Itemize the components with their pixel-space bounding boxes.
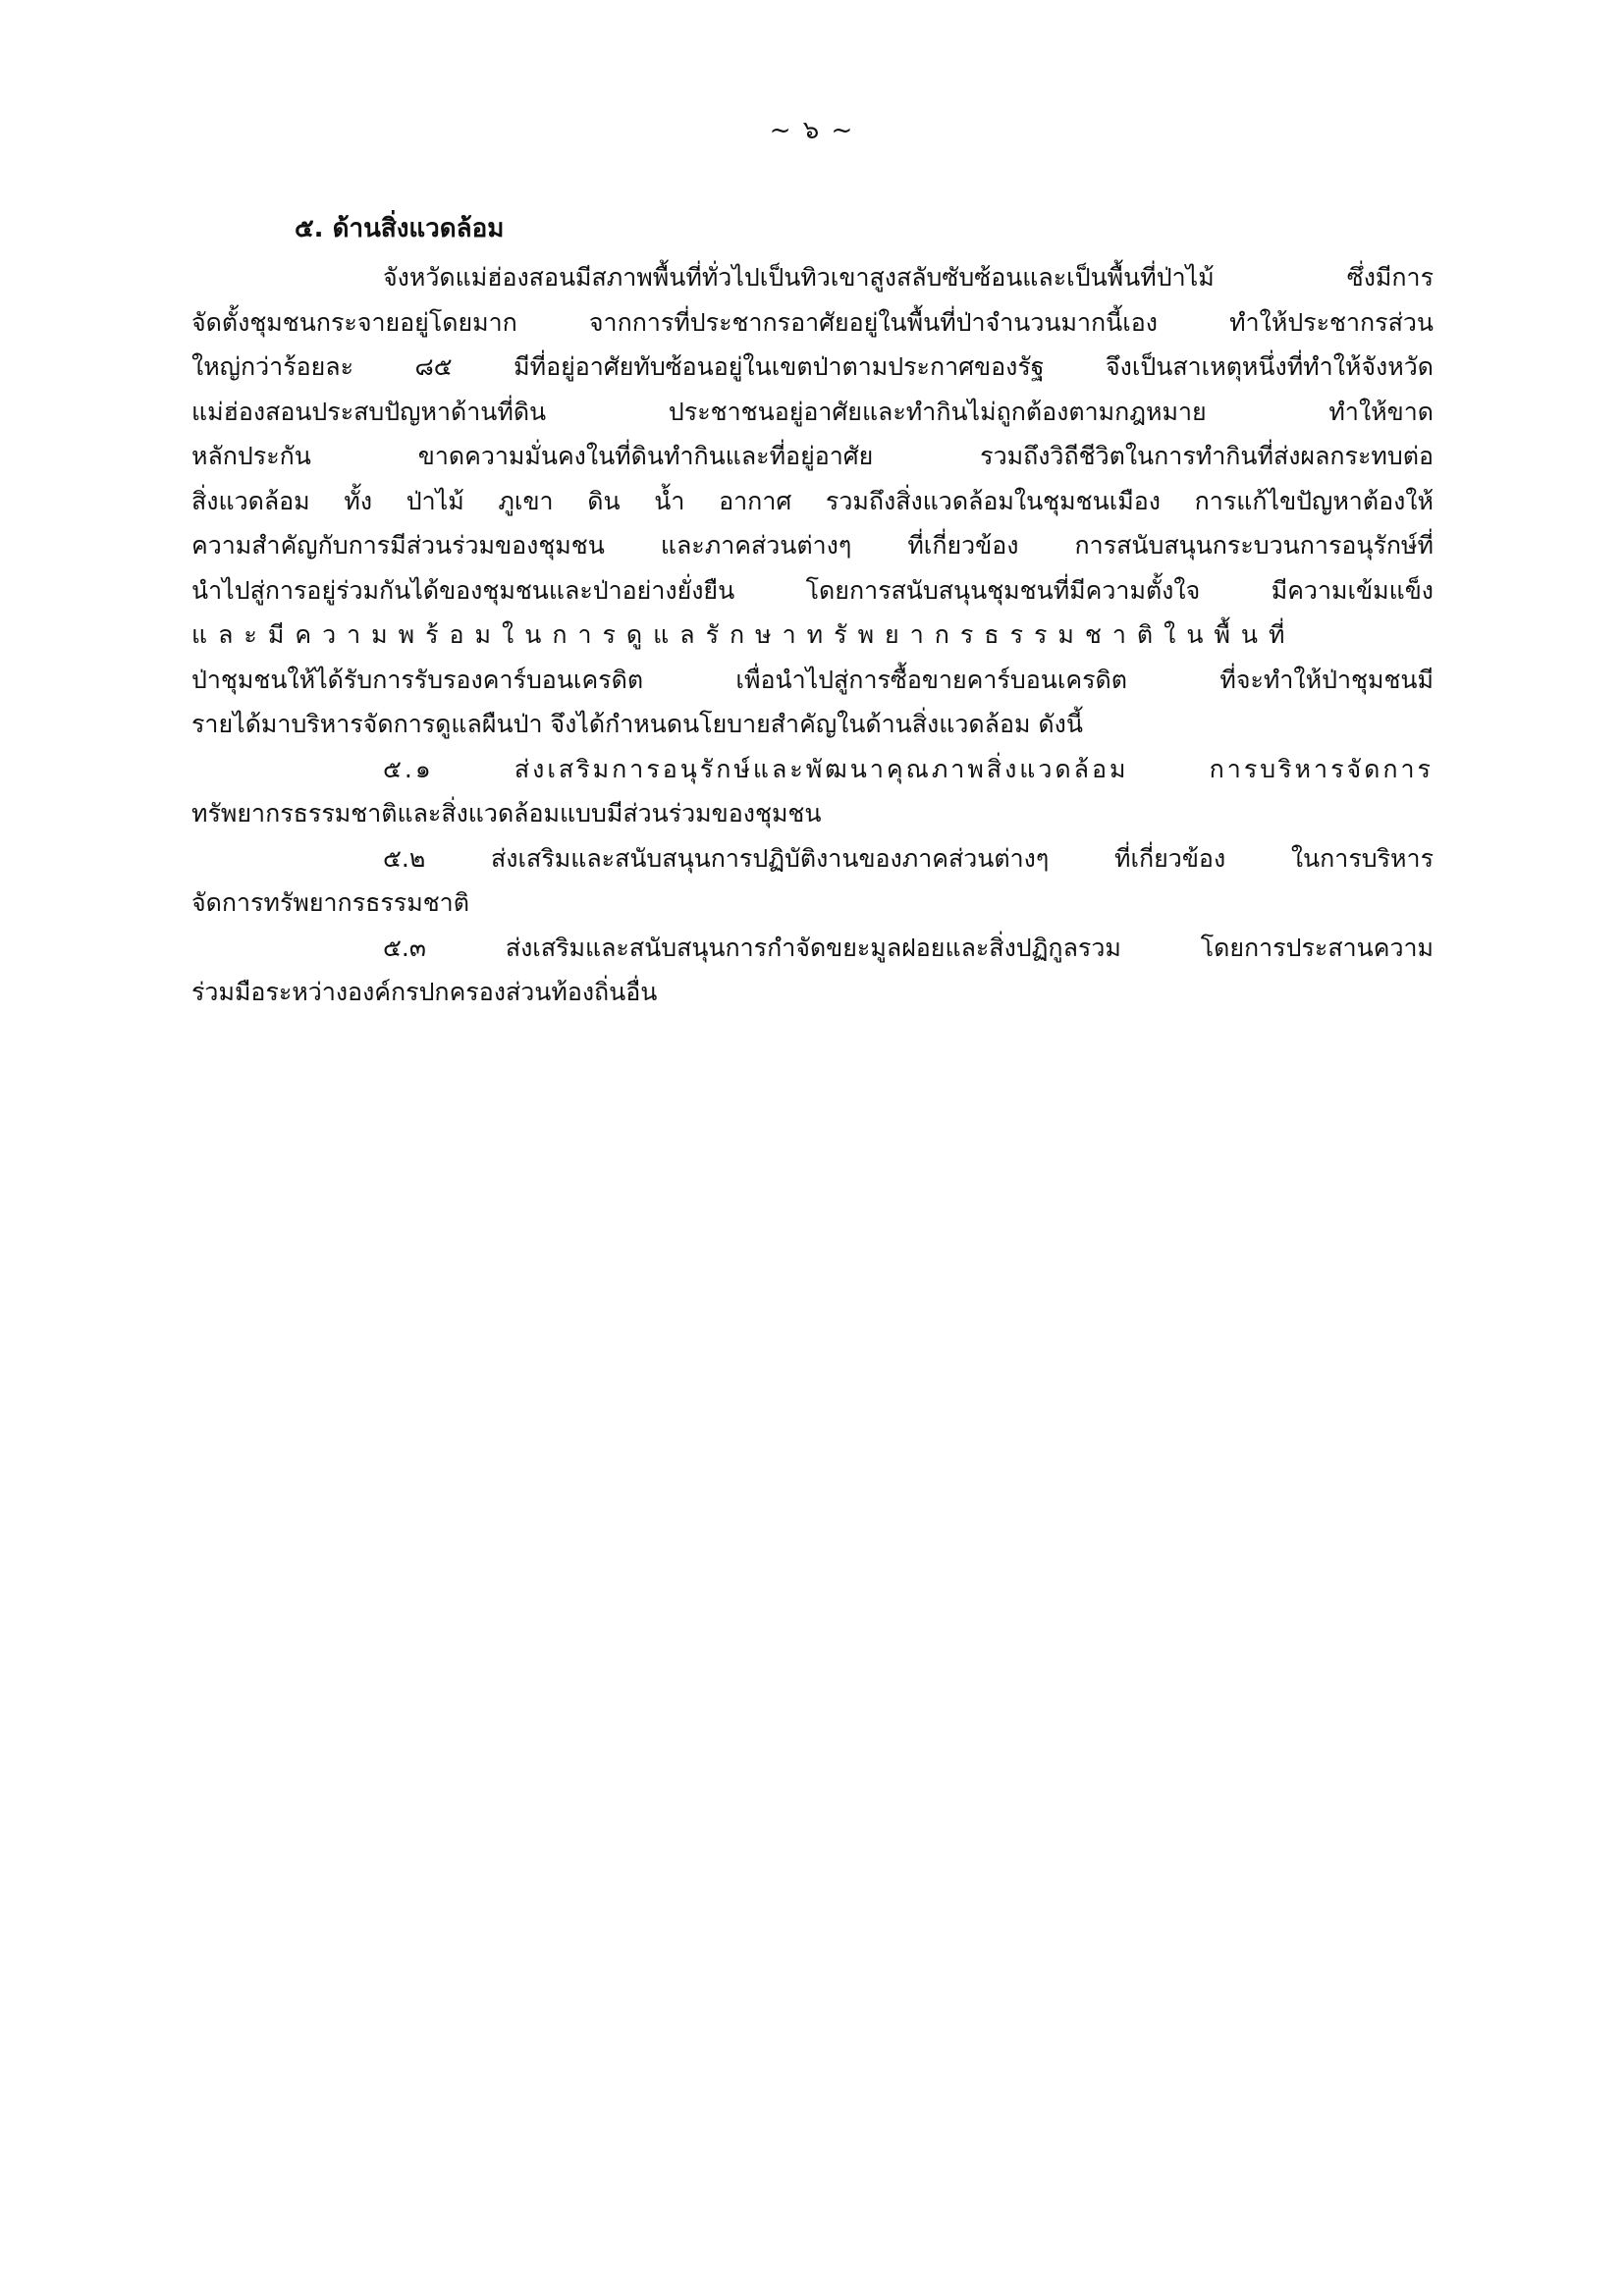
policy-item-line: ๕.๓ ส่งเสริมและสนับสนุนการกำจัดขยะมูลฝอยและสิ่งปฏิกูลรวม โดยการประสานความ: [383, 933, 1434, 962]
body-line: จัดตั้งชุมชนกระจายอยู่โดยมาก จากการที่ประชากรอาศัยอยู่ในพื้นที่ป่าจำนวนมากนี้เอง ทำให้ประชากรส่วน: [191, 307, 1434, 337]
body-line: และมีความพร้อมในการดูแลรักษาทรัพยากรธรรมชาติในพื้นที่: [191, 620, 1296, 649]
body-line: หลักประกัน ขาดความมั่นคงในที่ดินทำกินและที่อยู่อาศัย รวมถึงวิถีชีวิตในการทำกินที่ส่งผลกระทบต่อ: [191, 442, 1434, 470]
policy-item-line: ทรัพยากรธรรมชาติและสิ่งแวดล้อมแบบมีส่วนร่วมของชุมชน: [191, 799, 822, 828]
body-line: ความสำคัญกับการมีส่วนร่วมของชุมชน และภาคส่วนต่างๆ ที่เกี่ยวข้อง การสนับสนุนกระบวนการอนุรักษ์ที่: [191, 531, 1434, 560]
page-number: ~ ๖ ~: [769, 116, 855, 145]
policy-item-line: ร่วมมือระหว่างองค์กรปกครองส่วนท้องถิ่นอื่น: [191, 978, 658, 1006]
body-line: ใหญ่กว่าร้อยละ ๘๕ มีที่อยู่อาศัยทับซ้อนอยู่ในเขตป่าตามประกาศของรัฐ จึงเป็นสาเหตุหนึ่งที่ทำให้จังหวัด: [191, 352, 1434, 381]
policy-item-line: จัดการทรัพยากรธรรมชาติ: [191, 888, 469, 917]
section-heading: ๕. ด้านสิ่งแวดล้อม: [295, 214, 505, 243]
body-paragraph: [191, 255, 1434, 747]
policy-item-line: ๕.๒ ส่งเสริมและสนับสนุนการปฏิบัติงานของภาคส่วนต่างๆ ที่เกี่ยวข้อง ในการบริหาร: [383, 843, 1434, 873]
document-body: [191, 206, 1434, 1015]
policy-item-3: [191, 926, 1434, 1015]
body-line: รายได้มาบริหารจัดการดูแลผืนป่า จึงได้กำหนดนโยบายสำคัญในด้านสิ่งแวดล้อม ดังนี้: [191, 710, 1083, 738]
policy-item-1: [191, 747, 1434, 836]
body-line: ป่าชุมชนให้ได้รับการรับรองคาร์บอนเครดิต เพื่อนำไปสู่การซื้อขายคาร์บอนเครดิต ที่จะทำให้ป่าชุมชนมี: [191, 665, 1434, 694]
policy-item-line: ๕.๑ ส่งเสริมการอนุรักษ์และพัฒนาคุณภาพสิ่งแวดล้อม การบริหารจัดการ: [383, 754, 1434, 783]
policy-item-2: [191, 836, 1434, 926]
body-line: แม่ฮ่องสอนประสบปัญหาด้านที่ดิน ประชาชนอยู่อาศัยและทำกินไม่ถูกต้องตามกฎหมาย ทำให้ขาด: [191, 397, 1434, 426]
body-line: นำไปสู่การอยู่ร่วมกันได้ของชุมชนและป่าอย่างยั่งยืน โดยการสนับสนุนชุมชนที่มีความตั้งใจ มีความเข้มแข็ง: [191, 575, 1434, 605]
body-line: สิ่งแวดล้อม ทั้ง ป่าไม้ ภูเขา ดิน น้ำ อากาศ รวมถึงสิ่งแวดล้อมในชุมชนเมือง การแก้ไขปัญหาต้องให้: [191, 486, 1434, 515]
body-line: จังหวัดแม่ฮ่องสอนมีสภาพพื้นที่ทั่วไปเป็นทิวเขาสูงสลับซับซ้อนและเป็นพื้นที่ป่าไม้ ซึ่งมีการ: [383, 263, 1434, 292]
